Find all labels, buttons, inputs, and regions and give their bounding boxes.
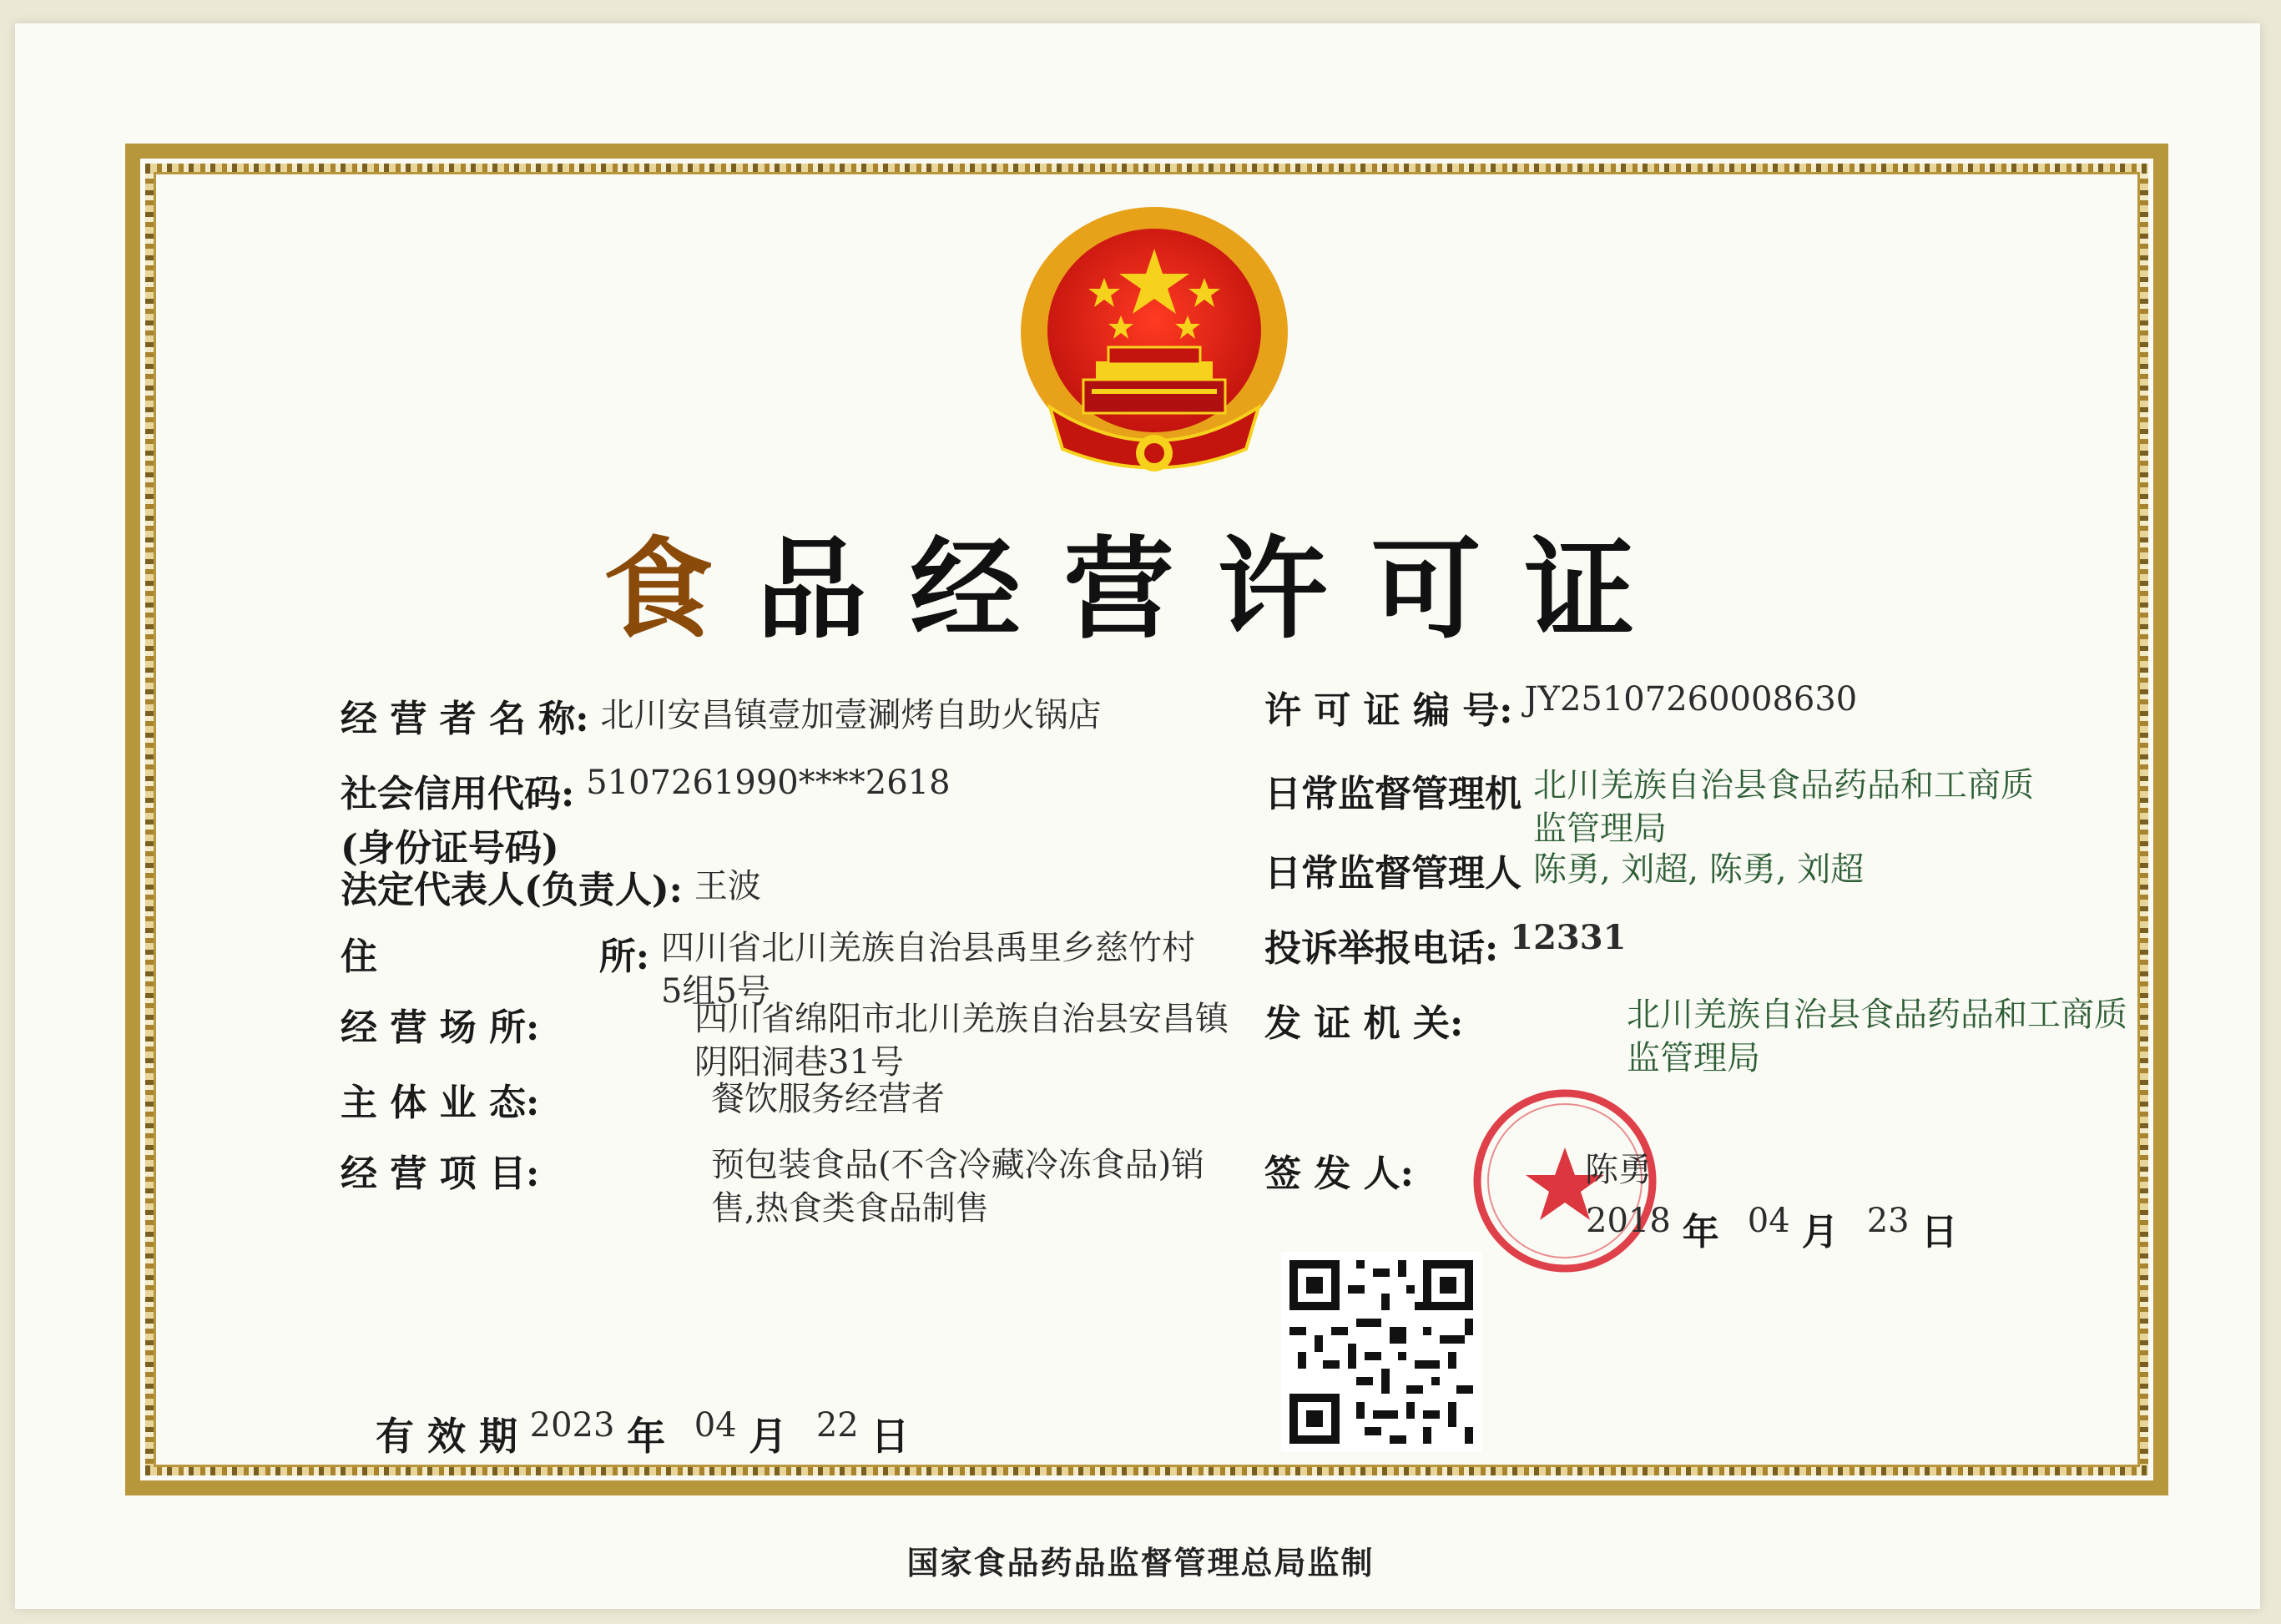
entity-type-label: 主 体 业 态:	[341, 1082, 540, 1124]
legal-rep-value: 王波	[694, 867, 761, 905]
certificate-title: 食品经营许可证	[603, 525, 1678, 654]
supervision-person-row	[1264, 843, 1864, 896]
license-no-value: JY25107260008630	[1524, 680, 1858, 719]
hotline-label: 投诉举报电话:	[1264, 927, 1499, 970]
hotline-value: 12331	[1510, 918, 1627, 957]
validity-year: 2023	[529, 1406, 615, 1445]
validity-day: 22	[815, 1406, 859, 1445]
address-label: 住 所:	[341, 936, 649, 978]
signer-label: 签 发 人:	[1264, 1152, 1414, 1195]
business-items-label: 经 营 项 目:	[341, 1152, 540, 1195]
issuer-row	[1264, 993, 2144, 1080]
legal-rep-row	[341, 860, 761, 913]
supervision-org-label: 日常监督管理机	[1264, 773, 1522, 815]
operator-name-label: 经 营 者 名 称:	[341, 698, 589, 740]
address-value: 四川省北川羌族自治县禹里乡慈竹村5组5号	[661, 929, 1195, 1011]
premises-label: 经 营 场 所:	[341, 1006, 540, 1049]
credit-code-label: 社会信用代码:	[341, 773, 575, 815]
entity-type-row	[341, 1072, 945, 1126]
legal-rep-label: 法定代表人(负责人):	[341, 869, 683, 911]
issue-day: 23	[1866, 1202, 1910, 1240]
business-items-value: 预包装食品(不含冷藏冷冻食品)销售,热食类食品制售	[711, 1146, 1205, 1228]
supervision-person-value: 陈勇, 刘超, 陈勇, 刘超	[1533, 850, 1865, 889]
business-items-row	[341, 1143, 1229, 1230]
national-emblem	[1017, 199, 1292, 482]
entity-type-value: 餐饮服务经营者	[711, 1080, 945, 1118]
issuer-footer: 国家食品药品监督管理总局监制	[906, 1544, 1375, 1581]
supervision-org-value: 北川羌族自治县食品药品和工商质监管理局	[1533, 766, 2034, 848]
supervision-org-row	[1264, 764, 2051, 850]
signer-row	[1264, 1143, 1652, 1197]
validity-month: 04	[694, 1406, 737, 1445]
issue-year: 2018	[1586, 1202, 1671, 1240]
validity-label: 有 效 期	[376, 1414, 518, 1459]
issuer-value: 北川羌族自治县食品药品和工商质监管理局	[1627, 996, 2127, 1077]
premises-row	[341, 997, 1229, 1084]
operator-name-value: 北川安昌镇壹加壹涮烤自助火锅店	[600, 696, 1102, 734]
premises-value: 四川省绵阳市北川羌族自治县安昌镇阴阳洞巷31号	[694, 1000, 1229, 1082]
operator-name-row	[341, 688, 1102, 742]
signer-value: 陈勇	[1585, 1151, 1652, 1189]
supervision-person-label: 日常监督管理人	[1264, 852, 1522, 895]
issuer-label: 发 证 机 关:	[1264, 1002, 1464, 1045]
credit-code-row	[341, 764, 951, 817]
hotline-row	[1264, 918, 1626, 971]
issue-date-row: 2018 年 04 月 23 日	[1586, 1202, 1958, 1253]
license-no-row	[1264, 680, 1857, 734]
credit-code-value: 5107261990****2618	[586, 764, 951, 802]
issue-month: 04	[1747, 1202, 1790, 1240]
qr-code	[1281, 1252, 1481, 1452]
id-number-label: (身份证号码)	[341, 827, 559, 870]
validity-row: 有 效 期 2023 年 04 月 22 日	[376, 1406, 909, 1461]
license-no-label: 许 可 证 编 号:	[1264, 689, 1513, 732]
